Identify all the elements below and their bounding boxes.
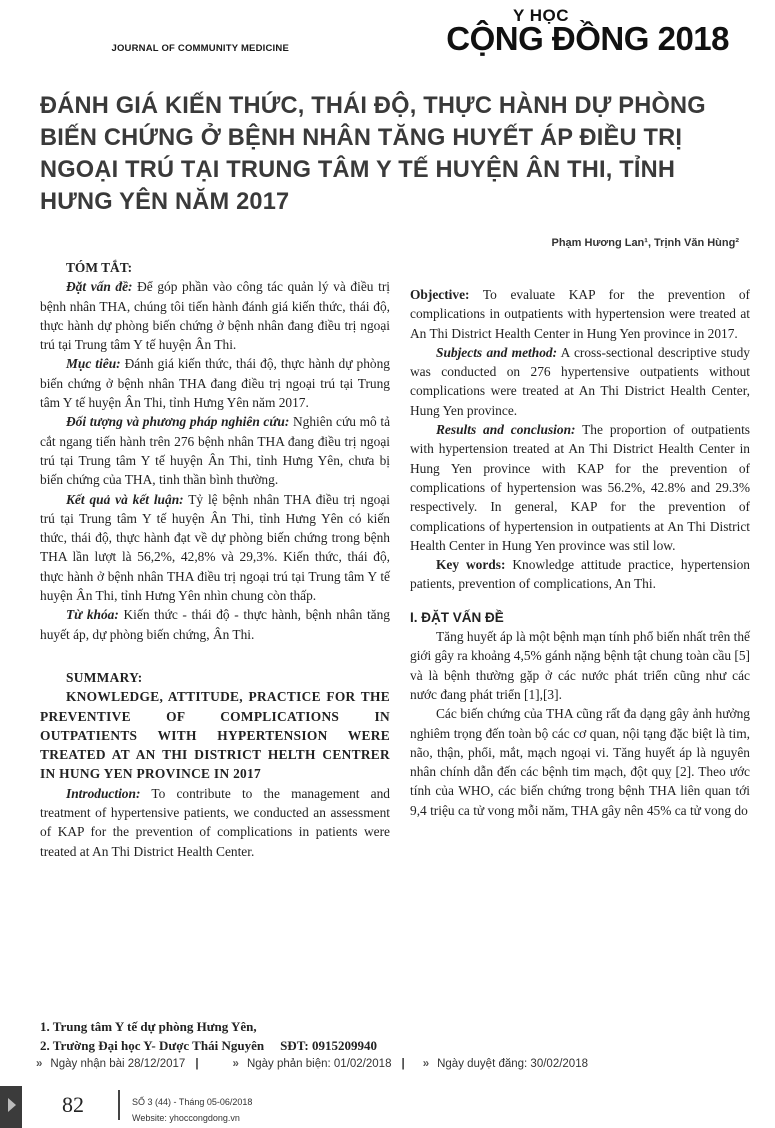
journal-congdong: CỘNG ĐỒNG 2018 bbox=[446, 20, 729, 57]
text: Kiến thức - thái độ - thực hành, bệnh nhân tăng huyết áp, dự phòng biến chứng, Ân Thi. bbox=[40, 607, 391, 642]
affiliation-2 bbox=[40, 1036, 377, 1055]
left-column bbox=[40, 258, 390, 861]
summary-intro bbox=[40, 784, 390, 861]
text: A cross-sectional descriptive study was conducted on 276 hypertensive outpatients without complications were treated at An Thi District Health Center, Hung Yen province. bbox=[410, 344, 751, 418]
section-paragraph: Các biến chứng của THA cũng rất đa dạng gây ảnh hưởng nghiêm trọng đến toàn bộ các cơ quan, nội tạng đặc biệt là tim, não, thận, phổi, mắt, mạch ngoại vi. Tăng huyết áp là nguyên nhân chính dẫn đến các bệnh tim mạch, đột quỵ [2]. Theo ước tính của WHO, các biến chứng trong bệnh THA liên quan tới 9,4 triệu ca tử vong mỗi năm, THA gây nên 45% ca tử vong do bbox=[410, 706, 750, 818]
issue-info bbox=[132, 1094, 252, 1126]
divider: | bbox=[401, 1058, 405, 1070]
affiliation-1: 1. Trung tâm Y tế dự phòng Hưng Yên, bbox=[40, 1019, 257, 1034]
date-accepted: Ngày duyệt đăng: 30/02/2018 bbox=[437, 1058, 588, 1070]
article-title: ĐÁNH GIÁ KIẾN THỨC, THÁI ĐỘ, THỰC HÀNH DỰ PHÒNG BIẾN CHỨNG Ở BỆNH NHÂN TĂNG HUYẾT ÁP ĐIỀU TRỊ NGOẠI TRÚ TẠI TRUNG TÂM Y TẾ HUYỆN ÂN THI, TỈNH HƯNG YÊN NĂM 2017 bbox=[40, 93, 706, 215]
label: Key words: bbox=[436, 557, 506, 573]
text: Knowledge attitude practice, hypertension patients, prevention of complications, An Thi. bbox=[410, 557, 750, 592]
text: Tỷ lệ bệnh nhân THA điều trị ngoại trú tại Trung tâm Y tế huyện Ân Thi, tỉnh Hưng Yên có kiến thức, thái độ, thực hành đạt về dự phòng biến chứng trong bệnh THA lần lượt là 56,2%, 42,8% và 29,3%. Kiến thức, thái độ, thực hành ở bệnh nhân THA điều trị ngoại trú tại Trung tâm Y tế huyện Ân Thi, tỉnh Hưng Yên nhìn chung còn thấp. bbox=[40, 491, 390, 604]
double-chevron-icon: » bbox=[36, 1058, 43, 1070]
abstract-aim bbox=[40, 354, 390, 412]
text: Nghiên cứu mô tả cắt ngang tiến hành trên 276 bệnh nhân THA đang điều trị ngoại trú tại Trung tâm Y tế huyện Ân Thi, tỉnh Hưng Yên, chưa bị biến chứng của THA, tinh thần bình thường. bbox=[40, 414, 391, 488]
label: Kết quả và kết luận: bbox=[66, 491, 184, 507]
abstract-method bbox=[40, 412, 390, 489]
text: The proportion of outpatients with hypertension treated at An Thi District Health Center in Hung Yen province with KAP for the prevention of complications of hypertension was 56.2%, 42.8% and 29.3% respectively. In general, KAP for the prevention of complications of hypertension in outpatients at An Thi District Health Center in Hung Yen province was stil low. bbox=[410, 422, 750, 553]
label: Results and conclusion: bbox=[436, 422, 576, 438]
journal-yhoc: Y HỌC bbox=[512, 6, 569, 25]
summary-title: KNOWLEDGE, ATTITUDE, PRACTICE FOR THE PREVENTIVE OF COMPLICATIONS IN OUTPATIENTS WITH HYPERTENSION WERE TREATED AT AN THI DISTRICT HELTH CENTRER IN HUNG YEN PROVINCE IN 2017 bbox=[40, 689, 390, 782]
label: Objective: bbox=[410, 287, 470, 302]
journal-name-en: JOURNAL OF COMMUNITY MEDICINE bbox=[111, 43, 289, 54]
affiliations bbox=[40, 1017, 377, 1055]
label: Subjects and method: bbox=[436, 344, 558, 360]
label: Từ khóa: bbox=[66, 607, 119, 623]
right-column bbox=[410, 285, 750, 820]
section-paragraph: Tăng huyết áp là một bệnh mạn tính phổ biến nhất trên thế giới gây ra khoảng 4,5% gánh nặng bệnh tật chung toàn cầu [5] và là bệnh thường gặp ở các nước phát triển cũng như các nước đang phát triển [1],[3]. bbox=[410, 629, 750, 702]
summary-heading: SUMMARY: bbox=[66, 669, 143, 685]
summary-objective bbox=[410, 285, 750, 343]
summary-results bbox=[410, 420, 750, 555]
article-dates bbox=[36, 1058, 756, 1070]
text: To evaluate KAP for the prevention of complications in outpatients with hypertension were treated at An Thi District Health Center in Hung Yen province in 2017. bbox=[410, 287, 750, 341]
summary-keywords bbox=[410, 555, 750, 594]
text: Để góp phần vào công tác quản lý và điều trị bệnh nhân THA, chúng tôi tiến hành đánh giá kiến thức, thái độ, thực hành dự phòng biến chứng ở bệnh nhân đang điều trị ngoại trú tại Trung tâm Y tế huyện Ân Thi. bbox=[40, 279, 390, 353]
double-chevron-icon: » bbox=[232, 1058, 239, 1070]
divider: | bbox=[195, 1058, 199, 1070]
text: Đánh giá kiến thức, thái độ, thực hành dự phòng biến chứng ở bệnh nhân THA đang điều trị ngoại trú tại Trung tâm Y tế huyện Ân Thi, tỉnh Hưng Yên năm 2017. bbox=[40, 356, 390, 411]
authors: Phạm Hương Lan¹, Trịnh Văn Hùng² bbox=[551, 237, 739, 249]
phone-number: SĐT: 0915209940 bbox=[280, 1038, 377, 1053]
website: Website: yhoccongdong.vn bbox=[132, 1113, 240, 1123]
label: Đặt vấn đề: bbox=[66, 279, 133, 295]
issue-number: SỐ 3 (44) - Tháng 05-06/2018 bbox=[132, 1097, 253, 1107]
triangle-icon bbox=[8, 1098, 16, 1112]
text: To contribute to the management and treatment of hypertensive patients, we conducted an assessment of KAP for the prevention of complications in patients were treated at An Thi District Health Center. bbox=[40, 785, 390, 859]
double-chevron-icon: » bbox=[422, 1058, 430, 1070]
page-number: 82 bbox=[62, 1092, 84, 1117]
affiliation-2-text: 2. Trường Đại học Y- Dược Thái Nguyên bbox=[40, 1038, 265, 1053]
date-received: Ngày nhận bài 28/12/2017 bbox=[50, 1058, 186, 1070]
label: Introduction: bbox=[66, 785, 141, 801]
label: Mục tiêu: bbox=[66, 356, 121, 372]
label: Đối tượng và phương pháp nghiên cứu: bbox=[66, 414, 290, 430]
footer-divider bbox=[118, 1090, 120, 1120]
abstract-keywords bbox=[40, 605, 390, 644]
abstract-result bbox=[40, 490, 390, 606]
section-heading: I. ĐẶT VẤN ĐỀ bbox=[410, 609, 504, 625]
summary-subjects bbox=[410, 343, 750, 420]
abstract-intro bbox=[40, 277, 390, 354]
date-reviewed: Ngày phản biện: 01/02/2018 bbox=[246, 1058, 392, 1070]
abstract-heading: TÓM TẮT: bbox=[66, 260, 133, 275]
